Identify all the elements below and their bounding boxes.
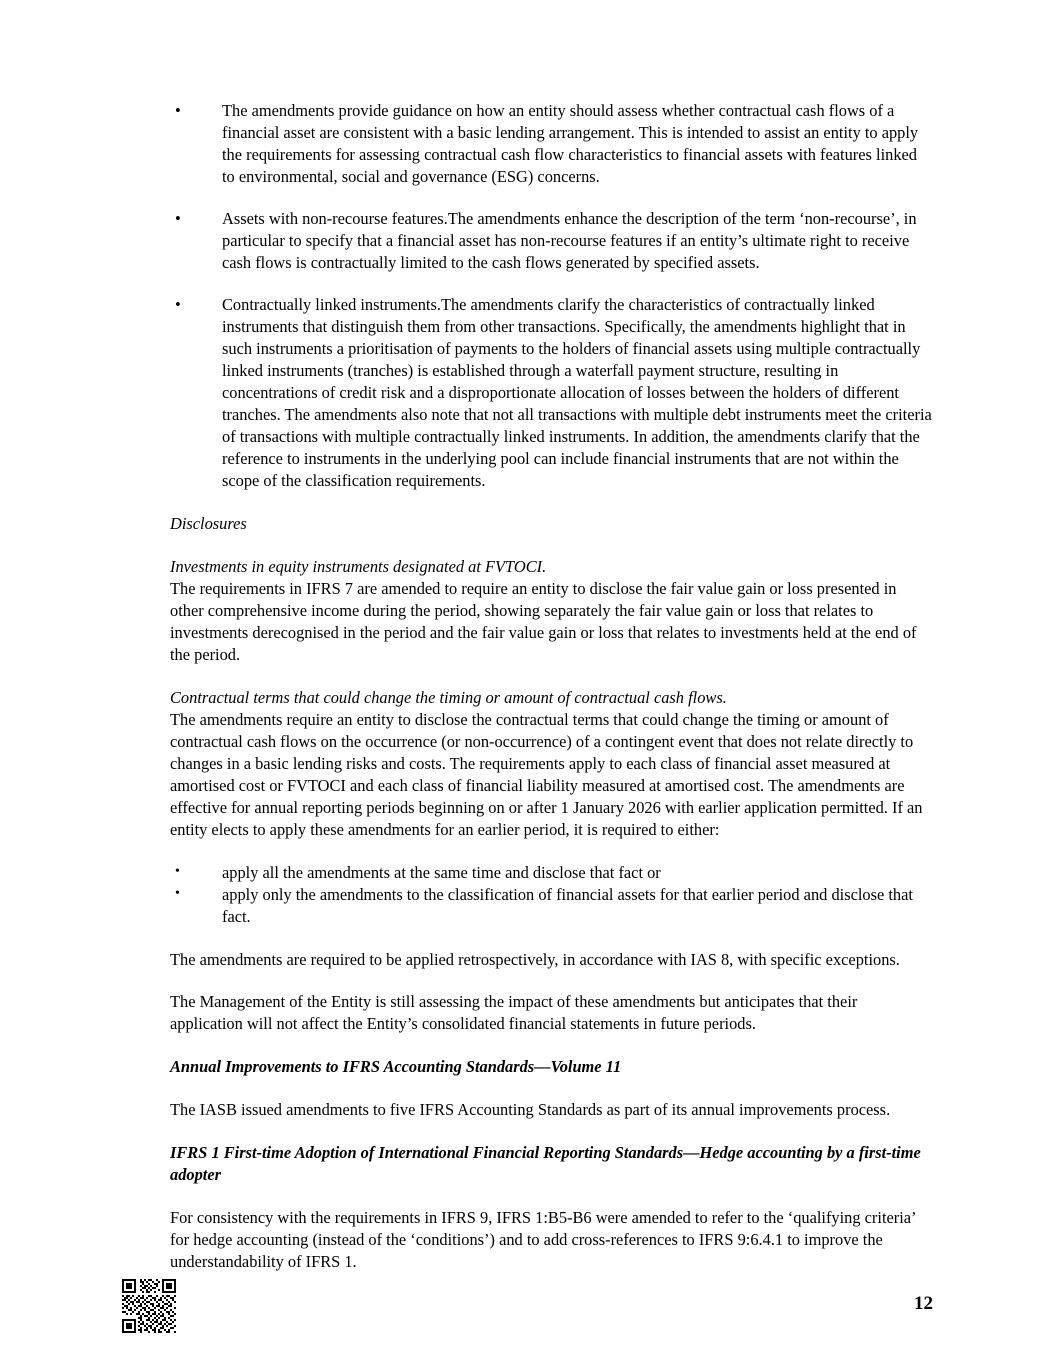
list-item [170,862,933,884]
management-paragraph: The Management of the Entity is still assessing the impact of these amendments but anticipates that their application will not affect the Entity’s consolidated financial statements in future periods. [170,992,858,1034]
list-item [170,100,933,188]
retrospective-paragraph: The amendments are required to be applied retrospectively, in accordance with IAS 8, with specific exceptions. [170,949,900,969]
list-item-text: apply only the amendments to the classification of financial assets for that earlier period and disclose that fact. [222,884,913,926]
list-item-text: Contractually linked instruments.The amendments clarify the characteristics of contractually linked instruments that distinguish them from other transactions. Specifically, the amendments highlight that in such instruments a prioritisation of payments to the holders of financial assets using multiple contractually linked instruments (tranches) is established through a waterfall payment structure, resulting in concentrations of credit risk and a disproportionate allocation of losses between the holders of different tranches. The amendments also note that not all transactions with multiple debt instruments meet the criteria of transactions with multiple contractually linked instruments. In addition, the amendments clarify that the reference to instruments in the underlying pool can include financial instruments that are not within the scope of the classification requirements. [222,294,932,490]
annual-improvements-heading: Annual Improvements to IFRS Accounting Standards—Volume 11 [170,1057,622,1077]
top-bullet-list [170,100,933,492]
list-item [170,884,933,928]
bullet-icon: • [175,294,181,314]
list-item [170,294,933,492]
list-item-text: Assets with non-recourse features.The amendments enhance the description of the term ‘non-recourse’, in particular to specify that a financial asset has non-recourse features if an entity’s ultimate right to receive cash flows is contractually limited to the cash flows generated by specified assets. [222,208,917,272]
fvtoci-heading: Investments in equity instruments designated at FVTOCI. [170,556,547,576]
fvtoci-body: The requirements in IFRS 7 are amended to require an entity to disclose the fair value gain or loss presented in other comprehensive income during the period, showing separately the fair value gain or loss that relates to investments derecognised in the period and the fair value gain or loss that relates to investments held at the end of the period. [170,578,917,664]
contractual-terms-heading: Contractual terms that could change the timing or amount of contractual cash flows. [170,687,727,707]
bullet-icon: • [175,885,180,901]
page-number: 12 [914,1293,933,1314]
disclosures-heading: Disclosures [170,513,247,533]
contractual-terms-body: The amendments require an entity to disclose the contractual terms that could change the timing or amount of contractual cash flows on the occurrence (or non-occurrence) of a contingent event that does not relate directly to changes in a basic lending risks and costs. The requirements apply to each class of financial asset measured at amortised cost or FVTOCI and each class of financial liability measured at amortised cost. The amendments are effective for annual reporting periods beginning on or after 1 January 2026 with earlier application permitted. If an entity elects to apply these amendments for an earlier period, it is required to either: [170,709,923,839]
page-footer [0,1245,1055,1365]
bullet-icon: • [175,863,180,879]
list-item-text: The amendments provide guidance on how an entity should assess whether contractual cash flows of a financial asset are consistent with a basic lending arrangement. This is intended to assist an entity to apply the requirements for assessing contractual cash flow characteristics to financial assets with features linked to environmental, social and governance (ESG) concerns. [222,101,919,186]
ifrs1-heading: IFRS 1 First-time Adoption of International Financial Reporting Standards—Hedge accounting by a first-time adopter [170,1143,921,1185]
either-bullet-list [170,862,933,928]
qr-code-icon [122,1279,176,1333]
iasb-paragraph: The IASB issued amendments to five IFRS Accounting Standards as part of its annual improvements process. [170,1100,891,1120]
list-item-text: apply all the amendments at the same time and disclose that fact or [222,862,661,882]
ifrs1-body: For consistency with the requirements in IFRS 9, IFRS 1:B5-B6 were amended to refer to the ‘qualifying criteria’ for hedge accounting (instead of the ‘conditions’) and to add cross-references to IFRS 9:6.4.1 to improve the understandability of IFRS 1. [170,1208,916,1272]
bullet-icon: • [175,101,181,120]
list-item [170,208,933,274]
bullet-icon: • [175,208,181,228]
